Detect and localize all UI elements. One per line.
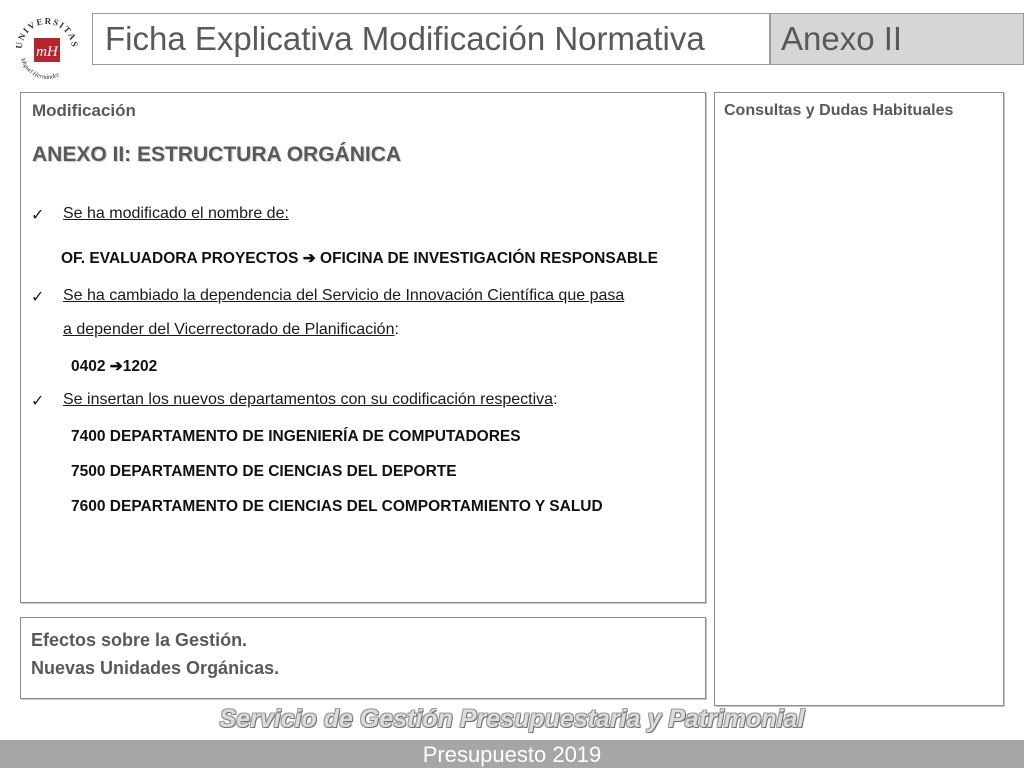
effects-text	[31, 626, 279, 682]
bullet-text: Se ha modificado el nombre de:	[63, 205, 289, 222]
code-change-line	[71, 357, 157, 376]
check-icon: ✓	[31, 289, 45, 306]
section-label: Modificación	[32, 101, 136, 120]
bullet-text-wrap: Se insertan los nuevos departamentos con su codificación respectiva:	[63, 391, 558, 408]
code-from: 0402	[71, 358, 106, 375]
bullet-text: Se insertan los nuevos departamentos con su codificación respectiva	[63, 391, 554, 408]
svg-text:mH: mH	[36, 44, 58, 60]
bullet-text: Se ha cambiado la dependencia del Servicio de Innovación Científica que pasa	[63, 287, 625, 304]
rename-from: OF. EVALUADORA PROYECTOS	[61, 250, 299, 267]
bullet-continuation: a depender del Vicerrectorado de Planificación:	[63, 321, 399, 338]
department-item: 7500 DEPARTAMENTO DE CIENCIAS DEL DEPORTE	[71, 463, 457, 480]
rename-to: OFICINA DE INVESTIGACIÓN RESPONSABLE	[320, 250, 658, 267]
svg-text:UNIVERSITAS: UNIVERSITAS	[13, 15, 81, 50]
annex-box	[770, 13, 1024, 65]
code-to: 1202	[122, 358, 158, 375]
effects-panel	[20, 617, 706, 699]
annex-heading: ANEXO II: ESTRUCTURA ORGÁNICA	[32, 143, 402, 166]
modification-panel	[20, 92, 706, 603]
rename-line	[61, 249, 658, 268]
title-box	[92, 13, 770, 65]
faq-label: Consultas y Dudas Habituales	[724, 102, 954, 119]
department-item: 7400 DEPARTAMENTO DE INGENIERÍA DE COMPUTADORES	[71, 428, 521, 445]
university-logo	[12, 14, 82, 84]
service-title: Servicio de Gestión Presupuestaria y Patrimonial	[219, 705, 805, 733]
budget-label: Presupuesto 2019	[422, 742, 602, 767]
faq-panel	[714, 92, 1004, 706]
arrow-right-icon: ➔	[302, 250, 316, 267]
effects-line: Nuevas Unidades Orgánicas.	[31, 658, 280, 678]
svg-text:Miguel Hernández: Miguel Hernández	[18, 57, 61, 82]
annex-label: Anexo II	[781, 20, 903, 57]
arrow-right-icon: ➔	[109, 358, 123, 375]
effects-line: Efectos sobre la Gestión.	[31, 630, 248, 650]
footer-bar	[0, 740, 1024, 768]
department-item: 7600 DEPARTAMENTO DE CIENCIAS DEL COMPORTAMIENTO Y SALUD	[71, 498, 603, 515]
page-title: Ficha Explicativa Modificación Normativa	[105, 20, 705, 57]
check-icon: ✓	[31, 207, 45, 224]
check-icon: ✓	[31, 393, 45, 410]
bullet-text: a depender del Vicerrectorado de Planificación	[63, 321, 395, 338]
